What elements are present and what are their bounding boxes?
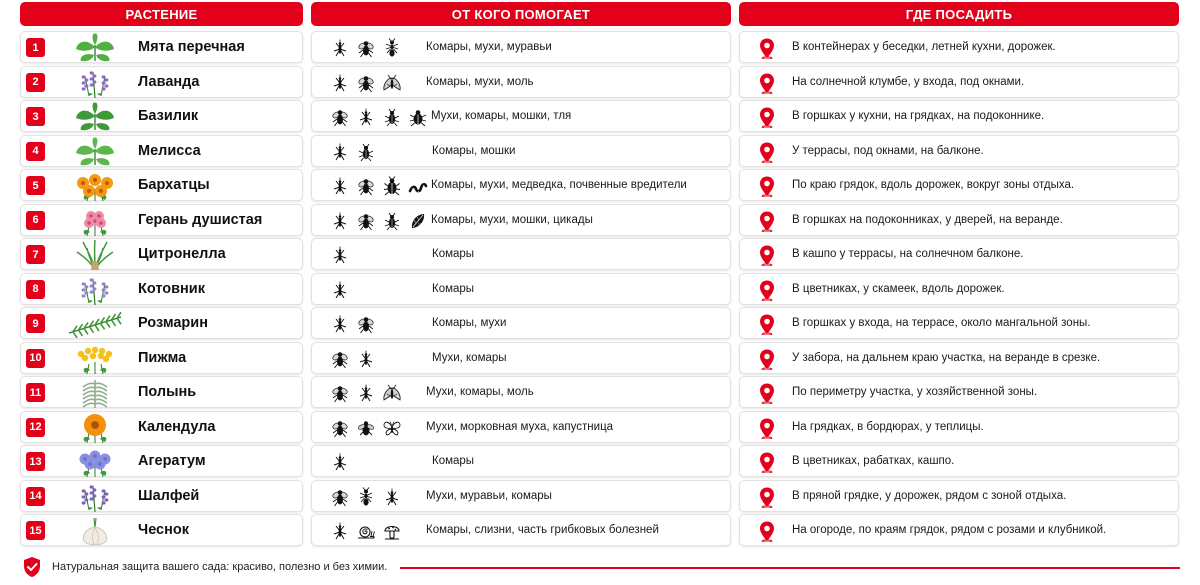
row-number: 10 bbox=[26, 349, 45, 368]
location-pin-icon bbox=[756, 279, 778, 301]
plant-cell bbox=[20, 66, 303, 98]
pest-icons bbox=[330, 314, 376, 334]
helps-text: Комары, мошки bbox=[432, 144, 516, 157]
mosquito-icon bbox=[330, 280, 350, 300]
plant-name: Чеснок bbox=[138, 522, 189, 538]
geranium-flower-icon bbox=[63, 206, 127, 236]
carrot-fly-icon bbox=[356, 418, 376, 438]
mosquito-icon bbox=[330, 245, 350, 265]
table-row bbox=[0, 342, 1200, 377]
plant-table bbox=[0, 31, 1200, 549]
helps-cell bbox=[311, 480, 731, 512]
row-number: 3 bbox=[26, 107, 45, 126]
mosquito-icon bbox=[330, 314, 350, 334]
location-pin-icon bbox=[756, 417, 778, 439]
table-row bbox=[0, 376, 1200, 411]
plant-name: Цитронелла bbox=[138, 246, 226, 262]
plant-cell bbox=[20, 376, 303, 408]
pest-icons bbox=[330, 487, 402, 507]
plant-name: Розмарин bbox=[138, 315, 208, 331]
ant-icon bbox=[356, 487, 376, 507]
helps-cell bbox=[311, 376, 731, 408]
helps-text: Мухи, комары bbox=[432, 351, 507, 364]
pest-icons bbox=[330, 280, 350, 300]
pest-icons bbox=[330, 107, 428, 127]
lavender-sprig-icon bbox=[63, 68, 127, 98]
helps-cell bbox=[311, 273, 731, 305]
plant-name: Пижма bbox=[138, 349, 187, 366]
helps-cell bbox=[311, 411, 731, 443]
table-row bbox=[0, 100, 1200, 135]
mosquito-icon bbox=[330, 452, 350, 472]
leafhopper-icon bbox=[408, 211, 428, 231]
mosquito-icon bbox=[330, 142, 350, 162]
plant-name: Бархатцы bbox=[138, 177, 210, 193]
footer-divider bbox=[400, 567, 1180, 569]
helps-text: Мухи, муравьи, комары bbox=[426, 489, 552, 502]
table-row bbox=[0, 307, 1200, 342]
plant-name: Полынь bbox=[138, 384, 197, 400]
catnip-sprig-icon bbox=[63, 275, 127, 305]
mosquito-icon bbox=[356, 107, 376, 127]
where-text: В цветниках, рабатках, кашпо. bbox=[792, 455, 955, 467]
helps-cell bbox=[311, 514, 731, 546]
helps-cell bbox=[311, 445, 731, 477]
helps-text: Комары, слизни, часть грибковых болезней bbox=[426, 524, 659, 536]
row-number: 1 bbox=[26, 38, 45, 57]
row-number: 4 bbox=[26, 142, 45, 161]
table-row bbox=[0, 273, 1200, 308]
location-pin-icon bbox=[756, 520, 778, 542]
where-cell bbox=[739, 514, 1179, 546]
plant-cell bbox=[20, 31, 303, 63]
location-pin-icon bbox=[756, 106, 778, 128]
row-number: 5 bbox=[26, 176, 45, 195]
plant-name: Базилик bbox=[138, 108, 199, 124]
helps-cell bbox=[311, 31, 731, 63]
beetle-icon bbox=[382, 176, 402, 196]
table-row bbox=[0, 238, 1200, 273]
helps-text: Комары bbox=[432, 282, 475, 295]
fly-icon bbox=[330, 107, 350, 127]
where-text: На солнечной клумбе, у входа, под окнами. bbox=[792, 75, 1025, 88]
worm-icon bbox=[408, 176, 428, 196]
calendula-flower-icon bbox=[63, 413, 127, 443]
citronella-grass-icon bbox=[63, 240, 127, 270]
plant-cell bbox=[20, 204, 303, 236]
mosquito-icon bbox=[330, 176, 350, 196]
garlic-bulb-icon bbox=[63, 516, 127, 546]
where-text: На грядках, в бордюрах, у теплицы. bbox=[792, 420, 984, 433]
where-cell bbox=[739, 273, 1179, 305]
shield-check-icon bbox=[22, 556, 42, 578]
table-row bbox=[0, 480, 1200, 515]
mint-leaves-icon bbox=[63, 33, 127, 63]
where-cell bbox=[739, 342, 1179, 374]
where-text: В горшках на подоконниках, у дверей, на веранде. bbox=[792, 213, 1063, 226]
plant-cell bbox=[20, 273, 303, 305]
table-row bbox=[0, 204, 1200, 239]
where-text: В горшках у кухни, на грядках, на подоконнике. bbox=[792, 110, 1045, 122]
table-row bbox=[0, 31, 1200, 66]
pest-icons bbox=[330, 383, 402, 403]
plant-cell bbox=[20, 411, 303, 443]
location-pin-icon bbox=[756, 382, 778, 404]
table-row bbox=[0, 135, 1200, 170]
header-where: ГДЕ ПОСАДИТЬ bbox=[739, 2, 1179, 26]
where-text: В цветниках, у скамеек, вдоль дорожек. bbox=[792, 282, 1005, 295]
row-number: 15 bbox=[26, 521, 45, 540]
midge-icon bbox=[382, 107, 402, 127]
fly-icon bbox=[356, 73, 376, 93]
row-number: 13 bbox=[26, 452, 45, 471]
helps-text: Комары, мухи bbox=[432, 317, 507, 329]
helps-cell bbox=[311, 135, 731, 167]
row-number: 14 bbox=[26, 487, 45, 506]
where-text: В горшках у входа, на террасе, около мангальной зоны. bbox=[792, 317, 1091, 329]
pest-icons bbox=[330, 452, 350, 472]
location-pin-icon bbox=[756, 141, 778, 163]
row-number: 11 bbox=[26, 383, 45, 402]
location-pin-icon bbox=[756, 210, 778, 232]
plant-cell bbox=[20, 100, 303, 132]
helps-text: Комары, мухи, медведка, почвенные вредители bbox=[431, 179, 687, 191]
where-cell bbox=[739, 100, 1179, 132]
where-text: По периметру участка, у хозяйственной зоны. bbox=[792, 386, 1038, 398]
plant-name: Шалфей bbox=[138, 487, 200, 504]
helps-text: Мухи, комары, мошки, тля bbox=[431, 110, 572, 122]
mosquito-icon bbox=[330, 73, 350, 93]
fly-icon bbox=[356, 176, 376, 196]
plant-name: Мята перечная bbox=[138, 39, 245, 55]
mosquito-icon bbox=[330, 38, 350, 58]
location-pin-icon bbox=[756, 313, 778, 335]
fly-icon bbox=[356, 38, 376, 58]
fly-icon bbox=[356, 314, 376, 334]
helps-cell bbox=[311, 169, 731, 201]
where-cell bbox=[739, 169, 1179, 201]
location-pin-icon bbox=[756, 37, 778, 59]
where-text: У забора, на дальнем краю участка, на веранде в срезке. bbox=[792, 351, 1101, 364]
snail-icon bbox=[356, 521, 376, 541]
table-row bbox=[0, 66, 1200, 101]
plant-name: Агератум bbox=[138, 453, 206, 469]
where-text: В пряной грядке, у дорожек, рядом с зоной отдыха. bbox=[792, 489, 1067, 502]
where-text: У террасы, под окнами, на балконе. bbox=[792, 144, 984, 157]
midge-icon bbox=[382, 211, 402, 231]
pest-icons bbox=[330, 521, 402, 541]
table-row bbox=[0, 514, 1200, 549]
row-number: 6 bbox=[26, 211, 45, 230]
moth-icon bbox=[382, 73, 402, 93]
pest-icons bbox=[330, 211, 428, 231]
helps-text: Мухи, морковная муха, капустница bbox=[426, 420, 614, 433]
moth-icon bbox=[382, 383, 402, 403]
location-pin-icon bbox=[756, 244, 778, 266]
location-pin-icon bbox=[756, 175, 778, 197]
pest-icons bbox=[330, 176, 428, 196]
aphid-icon bbox=[408, 107, 428, 127]
table-row bbox=[0, 169, 1200, 204]
where-text: На огороде, по краям грядок, рядом с розами и клубникой. bbox=[792, 524, 1107, 536]
pest-icons bbox=[330, 142, 376, 162]
header-plant: РАСТЕНИЕ bbox=[20, 2, 303, 26]
helps-cell bbox=[311, 100, 731, 132]
ant-icon bbox=[382, 38, 402, 58]
helps-text: Комары, мухи, моль bbox=[426, 75, 534, 88]
sage-sprig-icon bbox=[63, 482, 127, 512]
fly-icon bbox=[330, 418, 350, 438]
where-cell bbox=[739, 31, 1179, 63]
row-number: 8 bbox=[26, 280, 45, 299]
midge-icon bbox=[356, 142, 376, 162]
row-number: 12 bbox=[26, 418, 45, 437]
location-pin-icon bbox=[756, 72, 778, 94]
helps-cell bbox=[311, 204, 731, 236]
plant-cell bbox=[20, 342, 303, 374]
pest-icons bbox=[330, 38, 402, 58]
location-pin-icon bbox=[756, 348, 778, 370]
where-cell bbox=[739, 238, 1179, 270]
header-helps: ОТ КОГО ПОМОГАЕТ bbox=[311, 2, 731, 26]
fly-icon bbox=[356, 211, 376, 231]
plant-cell bbox=[20, 169, 303, 201]
where-cell bbox=[739, 376, 1179, 408]
table-row bbox=[0, 411, 1200, 446]
row-number: 9 bbox=[26, 314, 45, 333]
pest-icons bbox=[330, 73, 402, 93]
row-number: 2 bbox=[26, 73, 45, 92]
where-cell bbox=[739, 66, 1179, 98]
helps-text: Комары, мухи, муравьи bbox=[426, 41, 552, 53]
helps-cell bbox=[311, 307, 731, 339]
mosquito-icon bbox=[382, 487, 402, 507]
basil-leaves-icon bbox=[63, 102, 127, 132]
where-cell bbox=[739, 480, 1179, 512]
where-cell bbox=[739, 445, 1179, 477]
location-pin-icon bbox=[756, 451, 778, 473]
plant-cell bbox=[20, 307, 303, 339]
helps-cell bbox=[311, 238, 731, 270]
plant-name: Мелисса bbox=[138, 142, 201, 159]
helps-cell bbox=[311, 342, 731, 374]
footer bbox=[22, 556, 387, 578]
pest-icons bbox=[330, 349, 376, 369]
plant-cell bbox=[20, 445, 303, 477]
rosemary-sprig-icon bbox=[63, 309, 127, 339]
where-text: По краю грядок, вдоль дорожек, вокруг зоны отдыха. bbox=[792, 179, 1075, 191]
helps-text: Комары, мухи, мошки, цикады bbox=[431, 213, 593, 226]
where-text: В контейнерах у беседки, летней кухни, дорожек. bbox=[792, 41, 1056, 53]
pest-icons bbox=[330, 245, 350, 265]
fly-icon bbox=[330, 349, 350, 369]
mosquito-icon bbox=[330, 521, 350, 541]
helps-text: Комары bbox=[432, 248, 475, 260]
plant-cell bbox=[20, 135, 303, 167]
fly-icon bbox=[330, 487, 350, 507]
mosquito-icon bbox=[330, 211, 350, 231]
table-row bbox=[0, 445, 1200, 480]
where-cell bbox=[739, 411, 1179, 443]
helps-text: Комары bbox=[432, 455, 475, 467]
mosquito-icon bbox=[356, 349, 376, 369]
wormwood-sprig-icon bbox=[63, 378, 127, 408]
ageratum-flowers-icon bbox=[63, 447, 127, 477]
lemon-balm-leaves-icon bbox=[63, 137, 127, 167]
mosquito-icon bbox=[356, 383, 376, 403]
fly-icon bbox=[330, 383, 350, 403]
where-cell bbox=[739, 307, 1179, 339]
pest-icons bbox=[330, 418, 402, 438]
marigold-flowers-icon bbox=[63, 171, 127, 201]
location-pin-icon bbox=[756, 486, 778, 508]
tansy-flowers-icon bbox=[63, 344, 127, 374]
butterfly-icon bbox=[382, 418, 402, 438]
plant-name: Котовник bbox=[138, 280, 205, 297]
row-number: 7 bbox=[26, 245, 45, 264]
plant-name: Лаванда bbox=[138, 73, 200, 90]
plant-name: Герань душистая bbox=[138, 211, 263, 228]
plant-cell bbox=[20, 480, 303, 512]
helps-text: Мухи, комары, моль bbox=[426, 386, 534, 398]
plant-name: Календула bbox=[138, 418, 216, 435]
plant-cell bbox=[20, 238, 303, 270]
where-cell bbox=[739, 204, 1179, 236]
where-cell bbox=[739, 135, 1179, 167]
helps-cell bbox=[311, 66, 731, 98]
footer-text: Натуральная защита вашего сада: красиво, полезно и без химии. bbox=[52, 561, 388, 573]
where-text: В кашпо у террасы, на солнечном балконе. bbox=[792, 248, 1024, 260]
fungus-icon bbox=[382, 521, 402, 541]
plant-cell bbox=[20, 514, 303, 546]
